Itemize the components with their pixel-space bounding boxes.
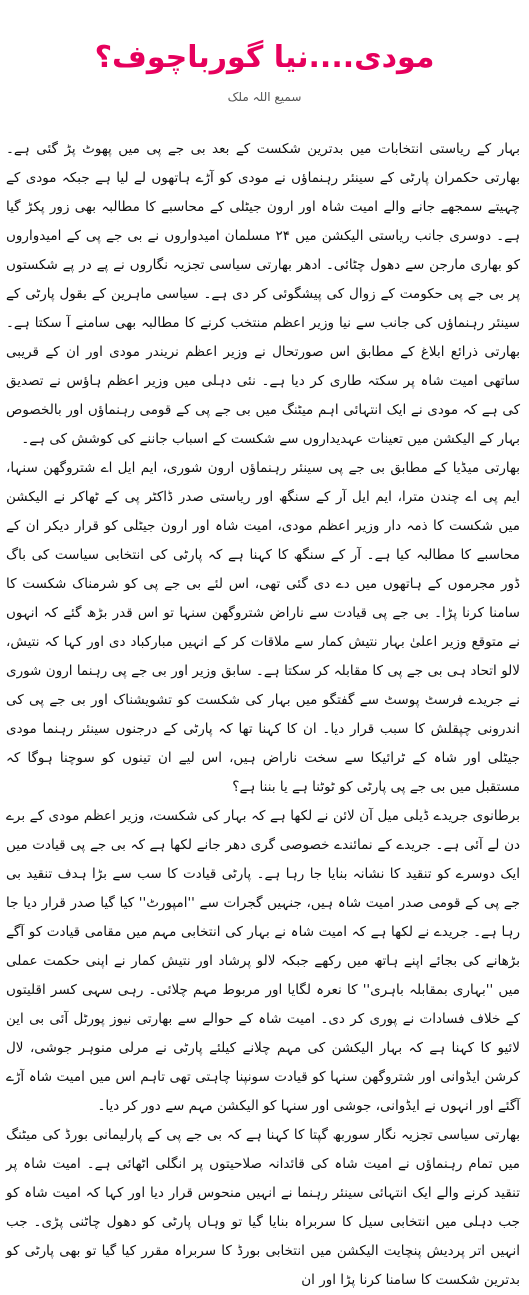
article-paragraph: بہار کے ریاستی انتخابات میں بدترین شکست کے بعد بی جے پی میں پھوٹ پڑ گئی ہے۔ بھارتی حکمران پارٹی کے سینئر رہنماؤں نے مودی کو آڑے ہاتھوں لے لیا ہے جبکہ مودی کے چہیتے سمجھے جانے والے امیت شاہ اور ارون جیٹلی کے محاسبے کا مطالبہ بھی زور پکڑ گیا ہے۔ دوسری جانب ریاستی الیکشن میں ۲۴ مسلمان امیدواروں نے بی جے پی کے امیدواروں کو بھاری مارجن سے دھول چٹائی۔ ادھر بھارتی سیاسی تجزیہ نگاروں نے پے در پے شکستوں پر بی جے پی حکومت کے زوال کی پیشگوئی کر دی ہے۔ سیاسی ماہرین کے بقول پارٹی کے سینئر رہنماؤں کی جانب سے نیا وزیر اعظم منتخب کرنے کا مطالبہ بھی سامنے آ سکتا ہے۔ بھارتی ذرائع ابلاغ کے مطابق اس صورتحال نے وزیر اعظم نریندر مودی اور ان کے قریبی ساتھی امیت شاہ پر سکتہ طاری کر دیا ہے۔ نئی دہلی میں وزیر اعظم ہاؤس نے تصدیق کی ہے کہ مودی نے ایک انتہائی اہم میٹنگ میں بی جے پی کے قومی رہنماؤں اور بالخصوص بہار کے الیکشن میں تعینات عہدیداروں سے شکست کے اسباب جاننے کی کوشش کی ہے۔ [6,141,520,447]
article-paragraph: بھارتی میڈیا کے مطابق بی جے پی سینئر رہنماؤں ارون شوری، ایم ایل اے شتروگھن سنہا، ایم پی اے چندن مترا، ایم ایل آر کے سنگھ اور ریاستی صدر ڈاکٹر پی کے ٹھاکر نے الیکشن میں شکست کا ذمہ دار وزیر اعظم مودی، امیت شاہ اور ارون جیٹلی کو قرار دیکر ان کے محاسبے کا مطالبہ کیا ہے۔ آر کے سنگھ کا کہنا ہے کہ پارٹی کی انتخابی سیاست کی باگ ڈور مجرموں کے ہاتھوں میں دے دی گئی تھی، اس لئے بی جے پی کو شرمناک شکست کا سامنا کرنا پڑا۔ بی جے پی قیادت سے ناراض شتروگھن سنہا تو اس قدر بڑھ گئے کہ انہوں نے متوقع وزیر اعلیٰ بہار نتیش کمار سے ملاقات کر کے انہیں مبارکباد دی اور کہا کہ نتیش، لالو اتحاد ہی بی جے پی کا مقابلہ کر سکتا ہے۔ سابق وزیر اور بی جے پی رہنما ارون شوری نے جریدے فرسٹ پوسٹ سے گفتگو میں بہار کی شکست کو تشویشناک اور بی جے پی کی اندرونی چپقلش کا سبب قرار دیا۔ ان کا کہنا تھا کہ پارٹی کے درجنوں سینئر رہنما مودی جیٹلی اور شاہ کے ٹرائیکا سے سخت ناراض ہیں، اس لیے ان تینوں کو سوچنا ہوگا کہ مستقبل میں بی جے پی پارٹی کو ٹوٹنا ہے یا بننا ہے؟ [6,460,520,795]
article-paragraph: بھارتی سیاسی تجزیہ نگار سوربھ گپتا کا کہنا ہے کہ بی جے پی کے پارلیمانی بورڈ کی میٹنگ میں تمام رہنماؤں نے امیت شاہ کی قائدانہ صلاحیتوں پر انگلی اٹھائی ہے۔ امیت شاہ پر تنقید کرنے والے ایک انتہائی سینئر رہنما نے انہیں منحوس قرار دیا اور کہا کہ امیت شاہ کو جب دہلی میں انتخابی سیل کا سربراہ بنایا گیا تو وہاں پارٹی کو دھول چاٹنی پڑی۔ جب انہیں اتر پردیش پنچایت الیکشن میں انتخابی بورڈ کا سربراہ مقرر کیا گیا تو بھی پارٹی کو بدترین شکست کا سامنا کرنا پڑا اور ان [6,1127,520,1288]
article-headline: مودی....نیا گورباچوف؟ [94,40,435,75]
article-body [6,135,520,1288]
article-paragraph: برطانوی جریدے ڈیلی میل آن لائن نے لکھا ہے کہ بہار کی شکست، وزیر اعظم مودی کے برے دن لے آئی ہے۔ جریدے کے نمائندے خصوصی گری دھر جانے لکھا ہے کہ بی جے پی قیادت میں ایک دوسرے کو تنقید کا نشانہ بنایا جا رہا ہے۔ پارٹی قیادت کا سب سے بڑا ہدف تنقید بی جے پی کے قومی صدر امیت شاہ ہیں، جنہیں گجرات سے ''امپورٹ'' کیا گیا صدر قرار دیا جا رہا ہے۔ جریدے نے لکھا ہے کہ امیت شاہ نے بہار کی انتخابی مہم میں مقامی قیادت کو آگے بڑھانے کی بجائے اپنے ہاتھ میں رکھے جبکہ لالو پرشاد اور نتیش کمار نے اپنی حکمت عملی میں ''بہاری بمقابلہ باہری'' کا نعرہ لگایا اور مربوط مہم چلائی۔ رہی سہی کسر اقلیتوں کے خلاف فسادات نے پوری کر دی۔ امیت شاہ کے حوالے سے بھارتی نیوز پورٹل آئی بی این لائیو کا کہنا ہے کہ بہار الیکشن کی مہم چلانے کیلئے پارٹی نے مرلی منوہر جوشی، لال کرشن ایڈوانی اور شتروگھن سنہا کو قیادت سونپنا چاہتی تھی تاہم اس میں امیت شاہ آڑے آگئے اور انہوں نے ایڈوانی، جوشی اور سنہا کو الیکشن مہم سے دور کر دیا۔ [6,808,520,1114]
author-byline: سمیع اللہ ملک [227,90,302,104]
